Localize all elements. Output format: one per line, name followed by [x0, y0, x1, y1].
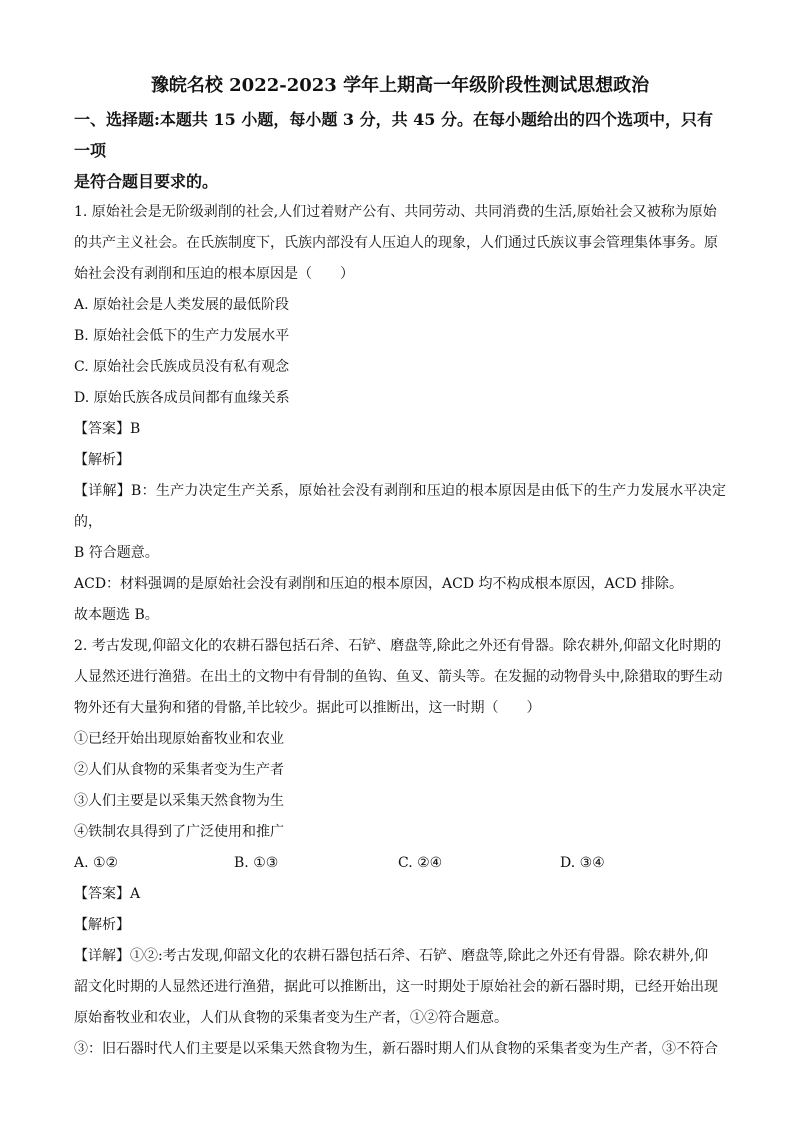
q1-option-b: B. 原始社会低下的生产力发展水平	[74, 328, 290, 344]
q1-option-d: D. 原始氏族各成员间都有血缘关系	[74, 390, 290, 406]
q2-statement-2: ②人们从食物的采集者变为生产者	[74, 762, 284, 778]
q2-choice-a: A. ①②	[74, 855, 119, 871]
q1-stem-line-3: 始社会没有剥削和压迫的根本原因是（ ）	[74, 266, 354, 282]
q1-conclusion: 故本题选 B。	[74, 607, 159, 623]
q1-analysis-label: 【解析】	[74, 452, 130, 468]
q2-detail-line-1: 【详解】①②:考古发现,仰韶文化的农耕石器包括石斧、石铲、磨盘等,除此之外还有骨器。除农耕外,仰	[74, 948, 709, 964]
q1-detail-line-1: 【详解】B：生产力决定生产关系，原始社会没有剥削和压迫的根本原因是由低下的生产力发展水平决定的，	[74, 483, 726, 530]
q1-detail-line-2: B 符合题意。	[74, 545, 159, 561]
q2-statement-3: ③人们主要是以采集天然食物为生	[74, 793, 284, 809]
question-2	[74, 631, 726, 1065]
q1-stem-line-1: 1. 原始社会是无阶级剥削的社会,人们过着财产公有、共同劳动、共同消费的生活,原始社会又被称为原始	[74, 204, 717, 220]
section-heading-line-1: 一、选择题:本题共 15 小题，每小题 3 分，共 45 分。在每小题给出的四个选项中，只有一项	[74, 110, 713, 160]
q2-analysis-label: 【解析】	[74, 917, 130, 933]
section-heading-line-2: 是符合题目要求的。	[74, 172, 219, 191]
q2-stem-line-3: 物外还有大量狗和猪的骨骼,羊比较少。据此可以推断出，这一时期（ ）	[74, 700, 541, 716]
q1-option-a: A. 原始社会是人类发展的最低阶段	[74, 297, 290, 313]
page-title: 豫皖名校 2022-2023 学年上期高一年级阶段性测试思想政治	[150, 75, 650, 96]
q2-choice-d: D. ③④	[560, 855, 605, 871]
q2-statement-1: ①已经开始出现原始畜牧业和农业	[74, 731, 284, 747]
q2-statement-4: ④铁制农具得到了广泛使用和推广	[74, 824, 284, 840]
q2-choice-b: B. ①③	[234, 855, 279, 871]
q1-stem-line-2: 的共产主义社会。在氏族制度下，氏族内部没有人压迫人的现象，人们通过氏族议事会管理集体事务。原	[74, 235, 718, 251]
q2-detail-line-2: 韶文化时期的人显然还进行渔猎，据此可以推断出，这一时期处于原始社会的新石器时期，已经开始出现	[74, 979, 718, 995]
q2-detail-line-4: ③：旧石器时代人们主要是以采集天然食物为生，新石器时期人们从食物的采集者变为生产者，③不符合	[74, 1041, 718, 1057]
q2-stem-line-2: 人显然还进行渔猎。在出土的文物中有骨制的鱼钩、鱼叉、箭头等。在发掘的动物骨头中,除猎取的野生动	[74, 669, 723, 685]
q1-answer: 【答案】B	[74, 421, 141, 437]
q2-choice-c: C. ②④	[398, 855, 443, 871]
q2-detail-line-3: 原始畜牧业和农业，人们从食物的采集者变为生产者，①②符合题意。	[74, 1010, 508, 1026]
q2-choices	[74, 848, 726, 879]
q2-answer: 【答案】A	[74, 886, 141, 902]
q2-stem-line-1: 2. 考古发现,仰韶文化的农耕石器包括石斧、石铲、磨盘等,除此之外还有骨器。除农耕外,仰韶文化时期的	[74, 638, 722, 654]
q1-detail-line-3: ACD：材料强调的是原始社会没有剥削和压迫的根本原因，ACD 均不构成根本原因，ACD 排除。	[74, 576, 684, 592]
q1-option-c: C. 原始社会氏族成员没有私有观念	[74, 359, 290, 375]
question-1	[74, 197, 726, 631]
